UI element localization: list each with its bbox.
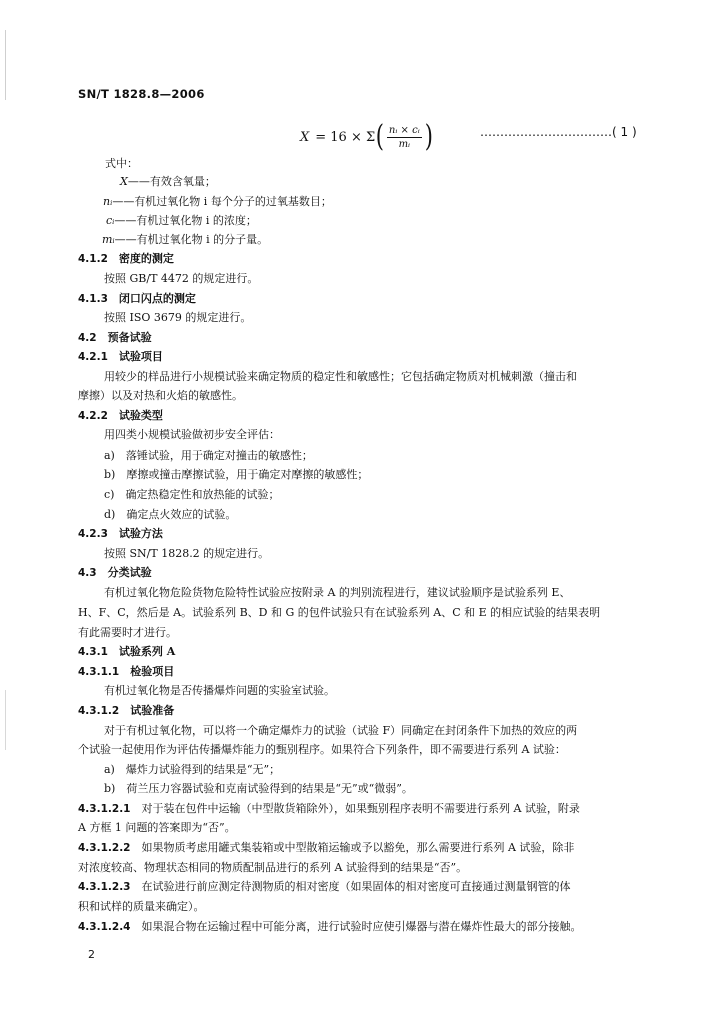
where-symbol: mᵢ: [102, 233, 115, 246]
paragraph-line: 摩擦）以及对热和火焰的敏感性。: [78, 389, 243, 402]
paragraph-line: 按照 ISO 3679 的规定进行。: [104, 311, 252, 324]
list-item: b) 荷兰压力容器试验和克南试验得到的结果是“无”或“微弱”。: [104, 782, 413, 795]
formula-right-paren: ): [424, 119, 433, 154]
section-number: 4.3: [78, 567, 97, 579]
section-title: 试验系列 A: [118, 645, 176, 658]
section-heading: [78, 527, 163, 541]
paragraph-line: 用四类小规模试验做初步安全评估：: [104, 428, 280, 441]
paragraph-line: 有机过氧化物是否传播爆炸问题的实验室试验。: [104, 684, 335, 697]
where-symbol: cᵢ: [106, 214, 115, 227]
paragraph-line: 对浓度较高、物理状态相同的物质配制品进行的系列 A 试验得到的结果是“否”。: [78, 861, 468, 874]
section-number: 4.2.2: [78, 410, 108, 422]
clause-text: 如果混合物在运输过程中可能分离，进行试验时应使引爆器与潜在爆炸性最大的部分接触。: [141, 920, 582, 933]
clause-number: 4.3.1.2.2: [78, 842, 131, 854]
where-desc: ——有机过氧化物 i 每个分子的过氧基数目；: [112, 195, 332, 208]
section-heading: [78, 704, 174, 718]
section-title: 试验准备: [130, 704, 175, 717]
formula-fraction: [385, 125, 424, 150]
where-intro: 式中：: [105, 157, 138, 170]
formula-denominator: mᵢ: [398, 138, 411, 150]
clause-number: 4.3.1.2.3: [78, 881, 131, 893]
equation-leader-dots: ……………………………: [480, 125, 612, 139]
section-heading: [78, 350, 163, 364]
section-title: 分类试验: [107, 566, 152, 579]
paragraph-line: A 方框 1 问题的答案即为“否”。: [78, 821, 236, 834]
scan-edge-mark: [5, 690, 6, 750]
formula-numerator: nᵢ × cᵢ: [388, 124, 420, 136]
list-item: d) 确定点火效应的试验。: [104, 508, 237, 521]
paragraph-line: 按照 SN/T 1828.2 的规定进行。: [104, 547, 270, 560]
section-title: 试验方法: [118, 527, 163, 540]
equation-number: [480, 125, 637, 139]
section-heading: [78, 566, 152, 580]
formula-operator: = 16 × Σ: [315, 129, 376, 145]
formula-1: [300, 120, 433, 154]
list-item: a) 爆炸力试验得到的结果是“无”；: [104, 763, 281, 776]
paragraph-line: 积和试样的质量来确定）。: [78, 900, 205, 913]
clause-text: 在试验进行前应测定待测物质的相对密度（如果固体的相对密度可直接通过测量钢管的体: [141, 880, 571, 893]
section-heading: [78, 645, 175, 659]
paragraph-line: 个试验一起使用作为评估传播爆炸能力的甄别程序。如果符合下列条件，即不需要进行系列 A 试验：: [78, 743, 566, 756]
section-number: 4.1.2: [78, 253, 108, 265]
clause-line: [78, 841, 574, 855]
section-title: 试验项目: [118, 350, 163, 363]
clause-text: 如果物质考虑用罐式集装箱或中型散箱运输或予以豁免，那么需要进行系列 A 试验，除非: [141, 841, 575, 854]
paragraph-line: 按照 GB/T 4472 的规定进行。: [104, 272, 259, 285]
clause-number: 4.3.1.2.1: [78, 803, 131, 815]
where-desc: ——有效含氧量；: [127, 175, 216, 188]
clause-line: [78, 920, 582, 934]
section-heading: [78, 252, 174, 266]
section-title: 密度的测定: [118, 252, 174, 265]
where-desc: ——有机过氧化物 i 的浓度；: [114, 214, 257, 227]
section-heading: [78, 409, 163, 423]
section-number: 4.3.1.1: [78, 666, 120, 678]
list-item: c) 确定热稳定性和放热能的试验；: [104, 488, 280, 501]
where-item: [103, 195, 332, 209]
paragraph-line: 对于有机过氧化物，可以将一个确定爆炸力的试验（试验 F）同确定在封闭条件下加热的效应的两: [104, 724, 578, 737]
where-item: [102, 233, 268, 247]
clause-text: 对于装在包件中运输（中型散货箱除外），如果甄别程序表明不需要进行系列 A 试验，附录: [141, 802, 580, 815]
section-heading: [78, 665, 174, 679]
clause-line: [78, 880, 571, 894]
paragraph-line: 有机过氧化物危险货物危险特性试验应按附录 A 的判别流程进行，建议试验顺序是试验系列 E、: [104, 586, 571, 599]
paragraph-line: H、F、C，然后是 A。试验系列 B、D 和 G 的包件试验只有在试验系列 A、C 和 E 的相应试验的结果表明: [78, 606, 601, 619]
where-item: [120, 175, 216, 189]
page-number: 2: [88, 948, 95, 961]
section-title: 检验项目: [130, 665, 175, 678]
section-number: 4.3.1.2: [78, 705, 120, 717]
where-symbol: nᵢ: [103, 195, 113, 208]
where-symbol: X: [120, 175, 128, 188]
section-number: 4.1.3: [78, 293, 108, 305]
section-title: 闭口闪点的测定: [118, 292, 196, 305]
where-item: [106, 214, 257, 228]
section-heading: [78, 331, 152, 345]
formula-left-paren: (: [375, 119, 385, 154]
standard-number: SN/T 1828.8—2006: [78, 87, 205, 101]
list-item: a) 落锤试验，用于确定对撞击的敏感性；: [104, 449, 313, 462]
scan-edge-mark: [5, 30, 6, 100]
section-number: 4.2: [78, 332, 97, 344]
formula-lhs: X: [300, 129, 310, 145]
clause-line: [78, 802, 580, 816]
section-number: 4.2.3: [78, 528, 108, 540]
section-title: 预备试验: [107, 331, 152, 344]
equation-number-label: ( 1 ): [612, 125, 637, 139]
section-heading: [78, 292, 196, 306]
section-number: 4.3.1: [78, 646, 108, 658]
clause-number: 4.3.1.2.4: [78, 921, 131, 933]
list-item: b) 摩擦或撞击摩擦试验，用于确定对摩擦的敏感性；: [104, 468, 369, 481]
where-desc: ——有机过氧化物 i 的分子量。: [114, 233, 269, 246]
paragraph-line: 用较少的样品进行小规模试验来确定物质的稳定性和敏感性；它包括确定物质对机械刺激（撞击和: [104, 370, 577, 383]
section-title: 试验类型: [118, 409, 163, 422]
paragraph-line: 有此需要时才进行。: [78, 626, 177, 639]
section-number: 4.2.1: [78, 351, 108, 363]
